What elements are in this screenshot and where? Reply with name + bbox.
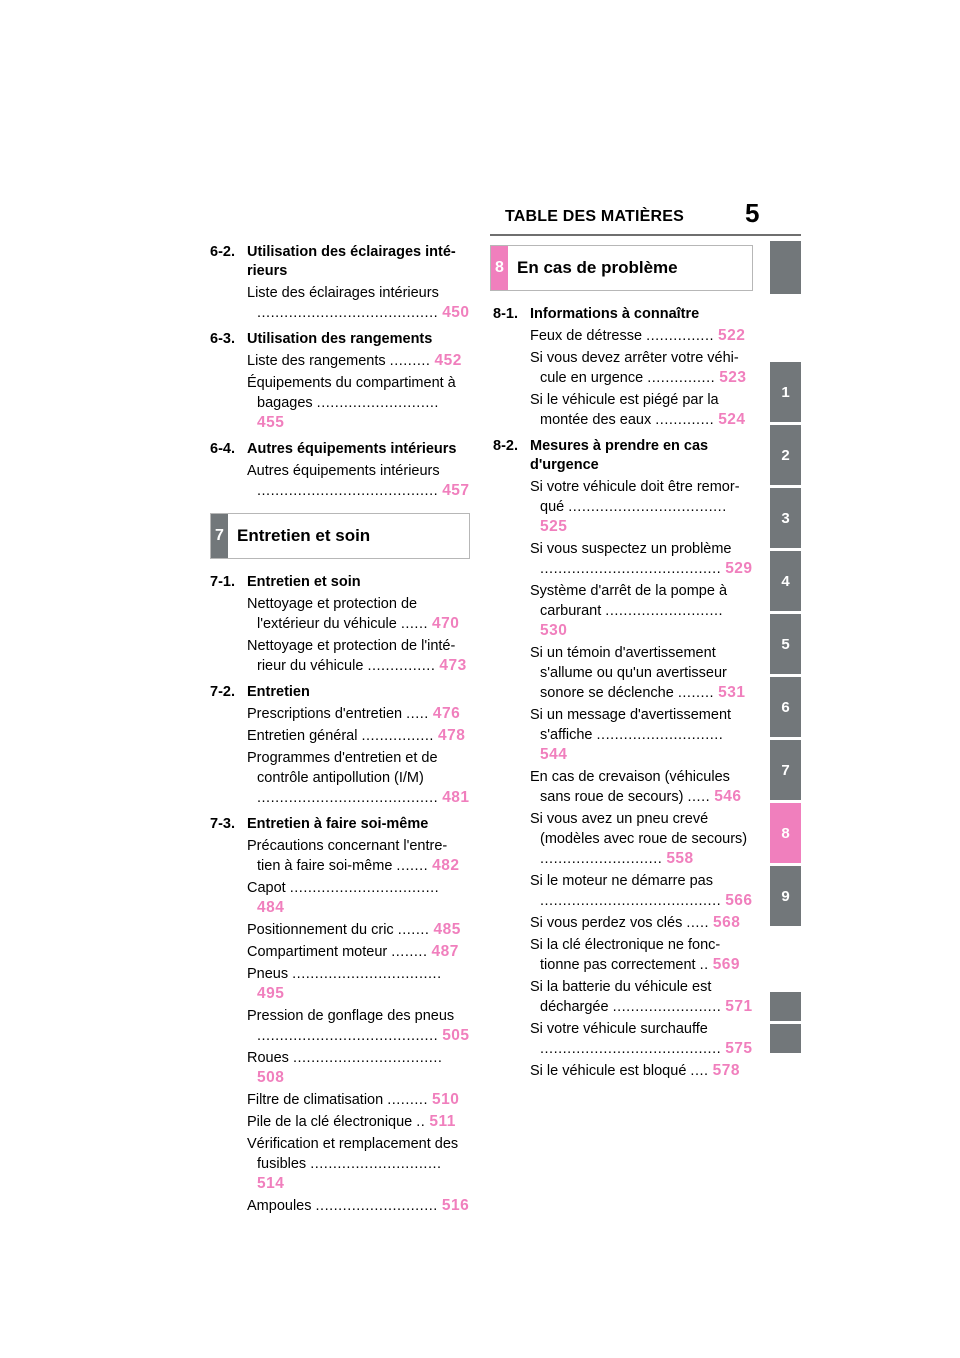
toc-entry[interactable]	[247, 878, 470, 918]
subsection-number: 8-1.	[493, 306, 518, 322]
toc-entry[interactable]	[247, 461, 470, 501]
toc-entry-page[interactable]: 522	[718, 327, 746, 344]
toc-entry-leader: ........................	[612, 999, 722, 1015]
toc-entry-text: Si la batterie du véhicule est déchargée	[530, 979, 712, 1015]
toc-entry-page[interactable]: 478	[437, 727, 466, 744]
toc-entry-page[interactable]: 523	[719, 369, 747, 386]
toc-entry-text: Si un message d'avertissement s'affiche	[530, 707, 732, 743]
toc-subsection[interactable]	[210, 440, 470, 459]
subsection-title: Entretien	[247, 684, 310, 700]
toc-entry-text: Autres équipements intérieurs	[247, 463, 440, 479]
toc-entry-leader: ...........................	[316, 395, 439, 411]
toc-entry[interactable]	[530, 477, 753, 537]
toc-entry-leader: .............................	[310, 1156, 442, 1172]
toc-entry-page[interactable]: 568	[713, 914, 741, 931]
toc-entry-leader: ........................................	[257, 1028, 439, 1044]
toc-entry-text: Vérification et remplacement des fusibles	[247, 1136, 459, 1172]
page-number: 5	[745, 198, 760, 228]
toc-entry-page[interactable]: 544	[540, 746, 568, 763]
toc-entry-leader: ........................................	[540, 893, 722, 909]
toc-entry-page[interactable]: 485	[433, 921, 461, 938]
toc-entry[interactable]	[530, 643, 753, 703]
toc-left-intro	[210, 243, 470, 501]
toc-entry-page[interactable]: 495	[257, 985, 285, 1002]
toc-entry-leader: .............	[655, 412, 715, 428]
subsection-number: 7-2.	[210, 684, 235, 700]
toc-entry-page[interactable]: 530	[540, 622, 568, 639]
toc-entry-page[interactable]: 476	[432, 705, 461, 722]
toc-entry-text: Si vous devez arrêter votre véhi-cule en urgence	[530, 350, 739, 386]
toc-entry-leader: .................................	[292, 1050, 443, 1066]
toc-subsection[interactable]	[493, 437, 753, 475]
subsection-number: 6-4.	[210, 441, 235, 457]
toc-entry[interactable]	[247, 351, 470, 371]
toc-entry-leader: ...........................	[540, 851, 663, 867]
toc-entry-leader: ................	[361, 728, 434, 744]
toc-entry[interactable]	[530, 935, 753, 975]
subsection-title: Autres équipements intérieurs	[247, 441, 457, 457]
toc-entry[interactable]	[247, 942, 470, 962]
toc-entry-text: Liste des rangements	[247, 353, 386, 369]
toc-entry-leader: .........	[389, 353, 431, 369]
toc-right-groups	[493, 305, 753, 1081]
toc-entry-text: Prescriptions d'entretien	[247, 706, 403, 722]
toc-entry-page[interactable]: 505	[442, 1027, 470, 1044]
toc-entry-text: Si le moteur ne démarre pas	[530, 873, 713, 889]
toc-entry[interactable]	[530, 581, 753, 641]
toc-entry-text: Pneus	[247, 966, 289, 982]
side-tab-1[interactable]: 1	[770, 362, 801, 422]
toc-entry-leader: .....	[687, 789, 711, 805]
toc-entry-page[interactable]: 525	[540, 518, 568, 535]
toc-entry[interactable]	[247, 726, 470, 746]
section-title: En cas de problème	[517, 258, 678, 277]
toc-entry-leader: .......	[397, 922, 430, 938]
toc-entry-page[interactable]: 531	[718, 684, 746, 701]
toc-entry-page[interactable]: 524	[718, 411, 746, 428]
subsection-title: Informations à connaître	[530, 306, 700, 322]
toc-entry[interactable]	[530, 390, 753, 430]
toc-right-column	[493, 245, 753, 1081]
toc-entry-leader: .................................	[289, 880, 440, 896]
toc-entry-leader: ...............	[647, 370, 716, 386]
toc-entry[interactable]	[530, 1019, 753, 1059]
toc-entry-leader: ..........................	[605, 603, 724, 619]
toc-entry-text: Équipements du compartiment à bagages	[247, 375, 456, 411]
toc-entry[interactable]	[247, 836, 470, 876]
toc-entry-leader: ...........................	[315, 1198, 438, 1214]
section-number: 7	[211, 514, 228, 558]
toc-entry-text: Ampoules	[247, 1198, 312, 1214]
toc-entry[interactable]	[247, 1090, 470, 1110]
toc-entry-page[interactable]: 510	[432, 1091, 460, 1108]
toc-entry-page[interactable]: 487	[431, 943, 459, 960]
toc-entry-text: Feux de détresse	[530, 328, 643, 344]
toc-entry-leader: ........	[391, 944, 428, 960]
subsection-title: Utilisation des rangements	[247, 331, 433, 347]
toc-entry-text: En cas de crevaison (véhicules sans roue de secours)	[530, 769, 730, 805]
toc-entry-page[interactable]: 575	[725, 1040, 753, 1057]
toc-entry-page[interactable]: 529	[725, 560, 753, 577]
toc-entry-leader: .....	[406, 706, 429, 722]
toc-entry-page[interactable]: 470	[432, 615, 460, 632]
subsection-number: 7-3.	[210, 816, 235, 832]
toc-entry-leader: .................................	[292, 966, 442, 982]
toc-entry[interactable]	[247, 964, 470, 1004]
subsection-title: Utilisation des éclairages inté-rieurs	[247, 244, 456, 279]
toc-left-column	[210, 243, 470, 1216]
side-tab-3[interactable]: 3	[770, 488, 801, 548]
toc-entry[interactable]	[247, 748, 470, 808]
toc-entry-text: Pression de gonflage des pneus	[247, 1008, 455, 1024]
subsection-title: Entretien à faire soi-même	[247, 816, 429, 832]
toc-entry[interactable]	[247, 283, 470, 323]
toc-entry-text: Nettoyage et protection de l'inté-rieur du véhicule	[247, 638, 456, 674]
toc-entry[interactable]	[530, 1061, 753, 1081]
toc-entry-leader: ........................................	[257, 790, 439, 806]
toc-entry-text: Si vous perdez vos clés	[530, 915, 683, 931]
toc-entry-page[interactable]: 514	[257, 1175, 285, 1192]
subsection-number: 7-1.	[210, 574, 235, 590]
toc-entry[interactable]	[247, 1048, 470, 1088]
toc-entry-page[interactable]: 457	[442, 482, 470, 499]
toc-entry-text: Si le véhicule est piégé par la montée des eaux	[530, 392, 719, 428]
toc-entry[interactable]	[247, 636, 470, 676]
toc-subsection[interactable]	[210, 815, 470, 834]
toc-entry-leader: .......	[396, 858, 429, 874]
toc-entry-page[interactable]: 473	[439, 657, 467, 674]
subsection-number: 6-2.	[210, 244, 235, 260]
toc-entry-text: Filtre de climatisation	[247, 1092, 384, 1108]
toc-entry-text: Si votre véhicule doit être remor-qué	[530, 479, 740, 515]
toc-entry-leader: ...............	[367, 658, 436, 674]
side-tab-7[interactable]: 7	[770, 740, 801, 800]
toc-entry-page[interactable]: 569	[712, 956, 741, 973]
toc-entry[interactable]	[530, 348, 753, 388]
section-number: 8	[491, 246, 508, 290]
toc-entry-text: Si vous avez un pneu crevé (modèles avec roue de secours)	[530, 811, 748, 847]
toc-entry-text: Système d'arrêt de la pompe à carburant	[530, 583, 728, 619]
toc-entry-leader: ........................................	[540, 1041, 722, 1057]
toc-entry[interactable]	[530, 767, 753, 807]
toc-entry[interactable]	[530, 326, 753, 346]
toc-entry[interactable]	[247, 920, 470, 940]
toc-entry-leader: ........................................	[257, 305, 439, 321]
toc-subsection[interactable]	[210, 573, 470, 592]
toc-entry[interactable]	[247, 1006, 470, 1046]
toc-entry-page[interactable]: 546	[714, 788, 742, 805]
toc-entry-page[interactable]: 566	[725, 892, 753, 909]
toc-entry-page[interactable]: 484	[257, 899, 285, 916]
toc-entry-leader: ............................	[596, 727, 724, 743]
side-tab-8[interactable]: 8	[770, 803, 801, 863]
subsection-title: Entretien et soin	[247, 574, 361, 590]
section-title: Entretien et soin	[237, 526, 371, 545]
toc-entry-leader: ......	[400, 616, 428, 632]
toc-subsection[interactable]	[493, 305, 753, 324]
toc-entry-page[interactable]: 508	[257, 1069, 285, 1086]
toc-entry-leader: ....	[690, 1063, 709, 1079]
toc-subsection[interactable]	[210, 243, 470, 281]
toc-entry[interactable]	[247, 1134, 470, 1194]
toc-entry-text: Programmes d'entretien et de contrôle antipollution (I/M)	[247, 750, 438, 786]
toc-entry-page[interactable]: 511	[429, 1113, 456, 1130]
toc-entry-leader: ........	[677, 685, 715, 701]
side-tab-2[interactable]: 2	[770, 425, 801, 485]
toc-entry[interactable]	[247, 1196, 470, 1216]
toc-entry-text: Précautions concernant l'entre-tien à faire soi-même	[247, 838, 448, 874]
toc-entry[interactable]	[247, 373, 470, 433]
toc-entry-leader: .....	[686, 915, 710, 931]
toc-entry-leader: ...................................	[568, 499, 727, 515]
toc-entry-text: Entretien général	[247, 728, 358, 744]
section-box-8[interactable]	[490, 245, 753, 291]
toc-entry[interactable]	[530, 871, 753, 911]
toc-entry-text: Roues	[247, 1050, 289, 1066]
side-tab-blank-bottom-1	[770, 992, 801, 1021]
toc-entry-page[interactable]: 450	[442, 304, 470, 321]
subsection-number: 6-3.	[210, 331, 235, 347]
toc-entry[interactable]	[247, 1112, 470, 1132]
toc-entry-leader: ...............	[646, 328, 715, 344]
toc-entry[interactable]	[247, 594, 470, 634]
toc-left-groups	[210, 573, 470, 1216]
toc-entry-text: Si un témoin d'avertissement s'allume ou qu'un avertisseur sonore se déclenche	[530, 645, 727, 701]
toc-entry-page[interactable]: 558	[666, 850, 694, 867]
side-tab-blank-top	[770, 241, 801, 294]
toc-entry-text: Si la clé électronique ne fonc-tionne pas correctement	[530, 937, 721, 973]
toc-entry[interactable]	[530, 913, 753, 933]
side-tab-6[interactable]: 6	[770, 677, 801, 737]
toc-entry-leader: .........	[387, 1092, 428, 1108]
toc-entry-page[interactable]: 452	[434, 352, 462, 369]
toc-entry-page[interactable]: 481	[442, 789, 470, 806]
toc-entry-page[interactable]: 578	[712, 1062, 740, 1079]
toc-entry-page[interactable]: 516	[441, 1197, 470, 1214]
toc-entry-leader: ..	[416, 1114, 426, 1130]
page-header-title: TABLE DES MATIÈRES	[505, 208, 685, 225]
side-tab-4[interactable]: 4	[770, 551, 801, 611]
toc-entry-text: Positionnement du cric	[247, 922, 394, 938]
toc-entry-text: Nettoyage et protection de l'extérieur du véhicule	[247, 596, 418, 632]
toc-entry-page[interactable]: 482	[432, 857, 460, 874]
toc-entry-leader: ........................................	[257, 483, 439, 499]
subsection-title: Mesures à prendre en cas d'urgence	[530, 438, 709, 473]
toc-entry-leader: ..	[699, 957, 709, 973]
toc-entry[interactable]	[530, 809, 753, 869]
side-tab-5[interactable]: 5	[770, 614, 801, 674]
side-tab-9[interactable]: 9	[770, 866, 801, 926]
toc-entry[interactable]	[247, 704, 470, 724]
toc-entry-text: Si le véhicule est bloqué	[530, 1063, 687, 1079]
toc-entry-text: Capot	[247, 880, 286, 896]
toc-entry-text: Si vous suspectez un problème	[530, 541, 732, 557]
side-tab-blank-bottom-2	[770, 1024, 801, 1053]
toc-entry-text: Si votre véhicule surchauffe	[530, 1021, 708, 1037]
toc-entry-page[interactable]: 455	[257, 414, 285, 431]
toc-entry[interactable]	[530, 705, 753, 765]
toc-entry-text: Compartiment moteur	[247, 944, 388, 960]
section-box-7[interactable]	[210, 513, 470, 559]
toc-entry-leader: ........................................	[540, 561, 722, 577]
toc-subsection[interactable]	[210, 683, 470, 702]
header-rule	[490, 234, 801, 236]
toc-subsection[interactable]	[210, 330, 470, 349]
toc-entry[interactable]	[530, 977, 753, 1017]
toc-entry-text: Pile de la clé électronique	[247, 1114, 413, 1130]
toc-entry-page[interactable]: 571	[725, 998, 753, 1015]
toc-entry-text: Liste des éclairages intérieurs	[247, 285, 439, 301]
subsection-number: 8-2.	[493, 438, 518, 454]
toc-entry[interactable]	[530, 539, 753, 579]
